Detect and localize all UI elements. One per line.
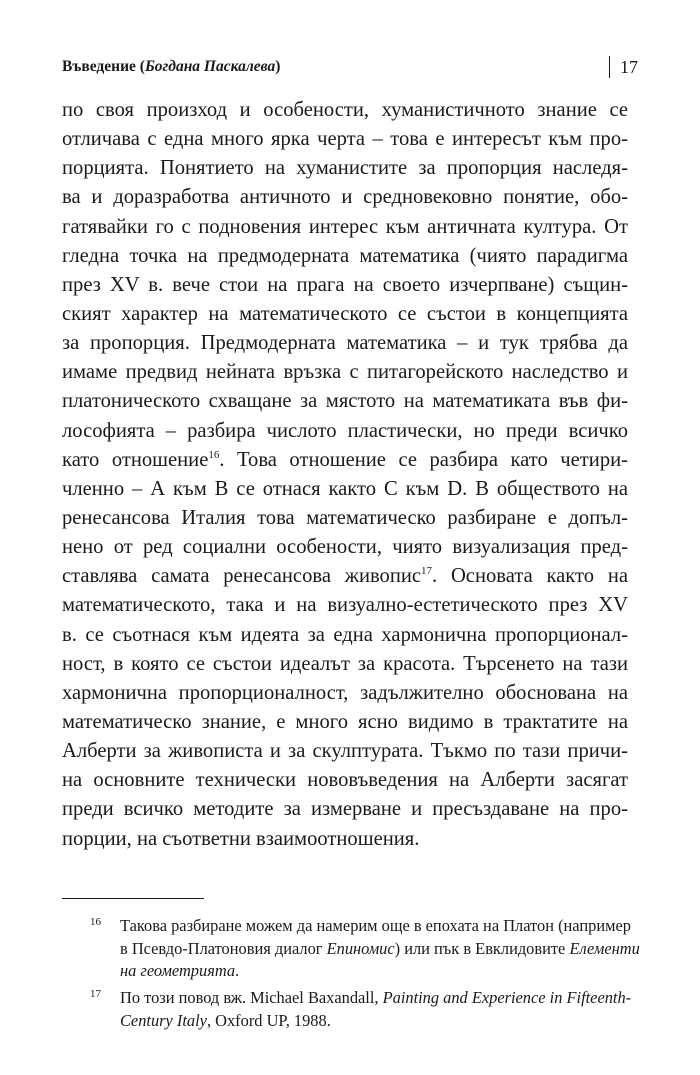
running-title-paren-close: ) — [275, 58, 281, 75]
text-line: порцията. Понятието на хуманистите за пропорция наследя- — [62, 157, 628, 180]
text-line: ва и доразработва античното и средновековно понятие, обо- — [62, 186, 628, 209]
text-line: на основните технически нововъведения на Алберти засягат — [62, 769, 628, 792]
text-line — [62, 446, 628, 475]
text-line: отличава с една много ярка черта – това е интересът към про- — [62, 128, 628, 151]
text-run: , Oxford UP, 1988. — [206, 1010, 331, 1030]
text-run: ставлява самата ренесансова живопис — [62, 565, 422, 588]
text-line: ският характер на математическото се състои в концепцията — [62, 302, 628, 325]
text-line: нено от ред социални особености, чиято визуализация пред- — [62, 536, 628, 559]
text-run: . Основата както на — [432, 565, 628, 588]
text-line: ренесансова Италия това математическо разбиране е допъл- — [62, 506, 628, 529]
page-number: 17 — [609, 56, 638, 78]
work-title: Епиномис — [326, 938, 395, 958]
text-run: ) или пък в Евклидовите — [394, 938, 570, 958]
text-line: членно – А към В се отнася както С към D. В обществото на — [62, 477, 628, 500]
main-paragraph — [62, 96, 628, 854]
footnote-line — [120, 987, 632, 1010]
work-title: на геометрията — [120, 961, 236, 980]
text-run: По този повод вж. Michael Baxandall, — [120, 988, 383, 1007]
running-title-paren-open: ( — [135, 58, 145, 75]
work-title: Елементи — [569, 938, 640, 958]
text-run: като отношение — [62, 448, 209, 471]
running-title-section: Въведение — [62, 58, 136, 75]
text-line: през XV в. вече стои на прага на своето изчерпване) същин- — [62, 273, 628, 296]
text-line: ност, в която се състои идеалът за красота. Търсенето на тази — [62, 652, 628, 675]
footnote-separator — [62, 898, 204, 899]
text-line: математическото, така и на визуално-естетическото през XV — [62, 594, 628, 617]
footnote-line — [120, 938, 640, 961]
text-run: . — [235, 961, 240, 980]
footnote-ref-16[interactable]: 16 — [208, 448, 220, 461]
footnote-number: 17 — [90, 988, 101, 1000]
footnote-text — [120, 915, 640, 983]
text-line: в. се съотнася към идеята за една хармонична пропорционал- — [62, 623, 628, 646]
footnote-line: Такова разбиране можем да намерим още в епохата на Платон (например — [120, 916, 631, 935]
work-title: Painting and Experience in Fifteenth- — [382, 988, 632, 1007]
text-line: платоническото схващане за мястото на математиката във фи- — [62, 390, 628, 413]
footnote-ref-17[interactable]: 17 — [421, 565, 433, 578]
running-title-author: Богдана Паскалева — [144, 58, 276, 75]
footnote-number: 16 — [90, 916, 101, 928]
text-line: преди всичко методите за измерване и пресъздаване на про- — [62, 798, 628, 821]
text-line: Алберти за живописта и за скулптурата. Тъкмо по тази причи- — [62, 740, 628, 763]
text-line: порции, на съответни взаимоотношения. — [62, 827, 420, 850]
text-line: гледна точка на предмодерната математика (чиято парадигма — [62, 244, 628, 267]
work-title: Century Italy — [120, 1010, 207, 1030]
text-line: лософията – разбира числото пластически, но преди всичко — [62, 419, 628, 442]
text-line — [62, 562, 628, 591]
footnote-line — [120, 960, 628, 983]
running-header — [62, 56, 638, 78]
text-line: по своя произход и особености, хуманистичното знание се — [62, 99, 628, 121]
running-title — [62, 58, 280, 76]
text-line: за пропорция. Предмодерната математика – и тук трябва да — [62, 332, 628, 355]
footnote-line — [120, 1010, 628, 1033]
text-line: гатявайки го с подновения интерес към античната култура. От — [62, 215, 628, 238]
text-run: . Това отношение се разбира като четири- — [219, 448, 629, 471]
text-line: хармонична пропорционалност, задължително обоснована на — [62, 681, 628, 704]
text-line: математическо знание, е много ясно видимо в трактатите на — [62, 710, 628, 733]
text-line: имаме предвид нейната връзка с питагорейското наследство и — [62, 361, 628, 384]
text-run: в Псевдо-Платоновия диалог — [120, 938, 327, 958]
footnote-text — [120, 987, 632, 1032]
